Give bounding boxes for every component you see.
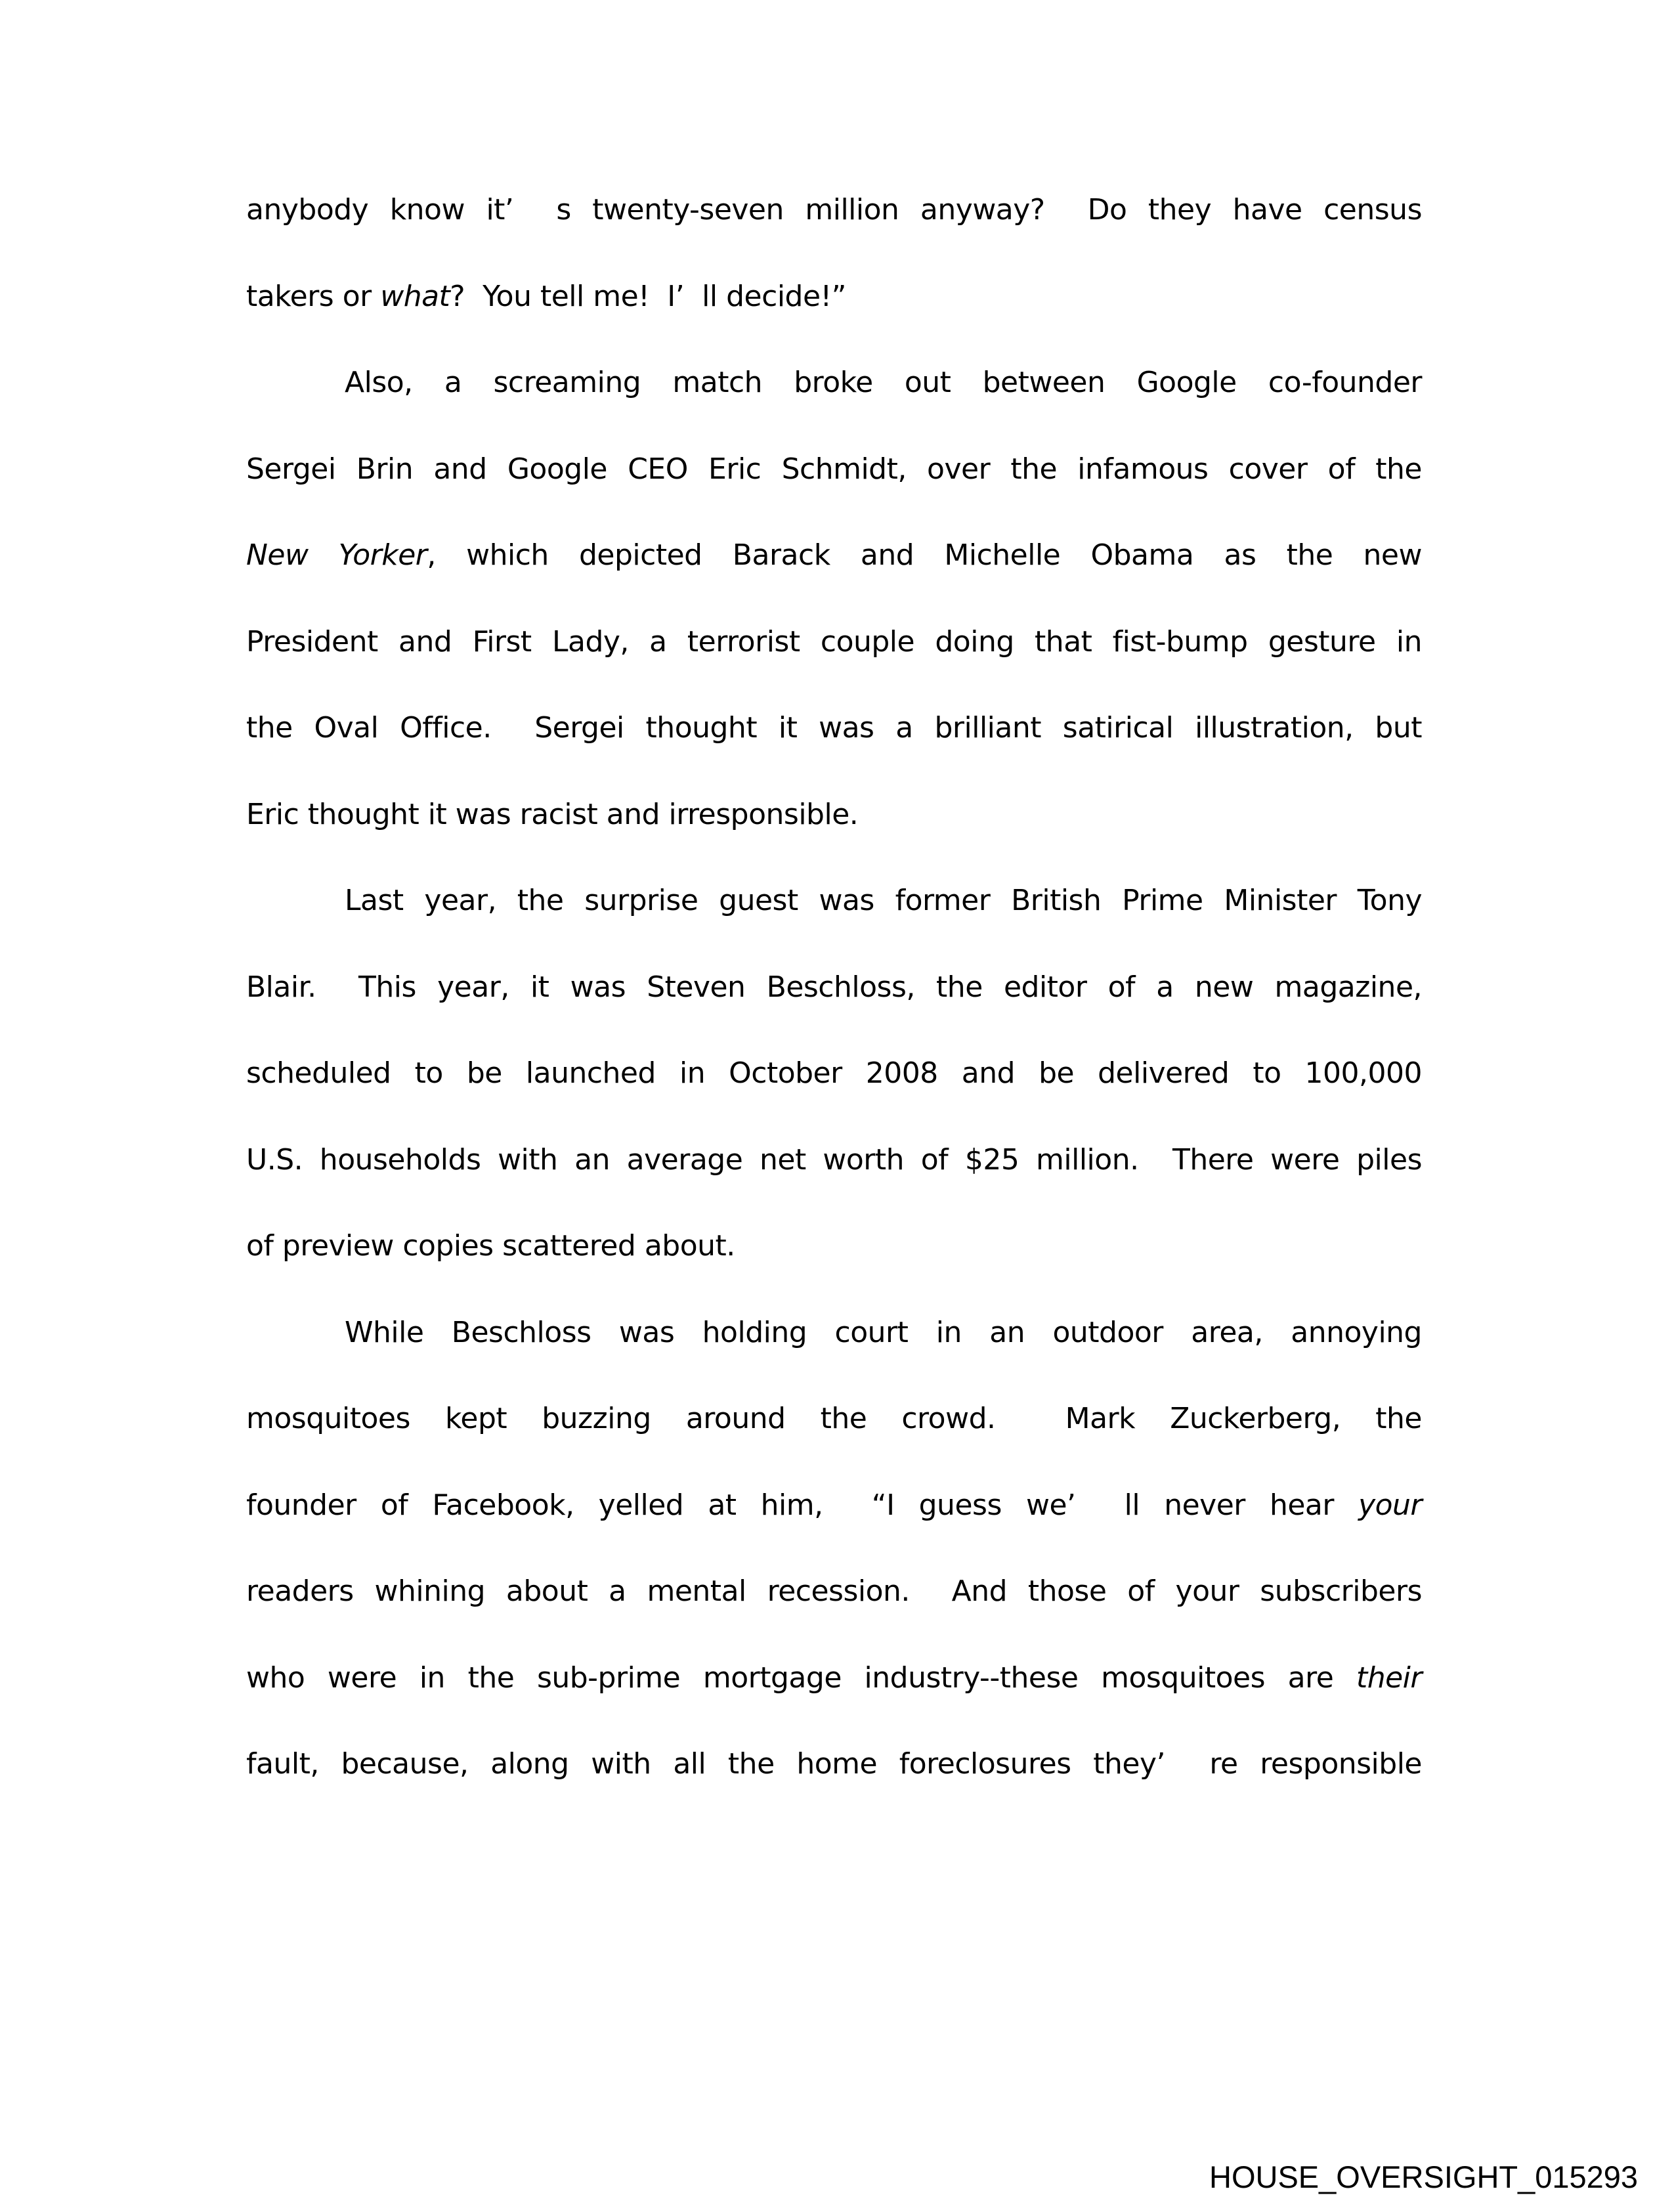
- text-run: anybody know it’ s twenty-seven million anyway? Do they have census: [246, 193, 1422, 227]
- text-run: readers whining about a mental recession. And those of your subscribers: [246, 1574, 1422, 1608]
- text-run: President and First Lady, a terrorist couple doing that fist-bump gesture in: [246, 624, 1422, 659]
- text-line: [246, 1203, 1422, 1290]
- text-line: [246, 1376, 1422, 1462]
- italic-text: your: [1358, 1488, 1422, 1522]
- text-run: mosquitoes kept buzzing around the crowd. Mark Zuckerberg, the: [246, 1402, 1422, 1435]
- text-run: Sergei Brin and Google CEO Eric Schmidt, over the infamous cover of the: [246, 452, 1422, 486]
- text-run: U.S. households with an average net worth of $25 million. There were piles: [246, 1142, 1422, 1177]
- text-run: Blair. This year, it was Steven Beschloss, the editor of a new magazine,: [246, 970, 1422, 1004]
- bates-stamp: HOUSE_OVERSIGHT_015293: [1209, 2159, 1639, 2194]
- text-run: Last year, the surprise guest was former British Prime Minister Tony: [345, 884, 1422, 917]
- text-run: ? You tell me! I’ ll decide!”: [450, 279, 846, 313]
- text-line: [246, 512, 1422, 599]
- text-line: [246, 1290, 1422, 1376]
- text-line: [246, 1721, 1422, 1808]
- paragraph: [246, 857, 1422, 1290]
- document-body: [246, 167, 1422, 1808]
- text-run: While Beschloss was holding court in an outdoor area, annoying: [345, 1315, 1422, 1349]
- text-line: [246, 1462, 1422, 1549]
- text-line: [246, 599, 1422, 685]
- italic-text: what: [380, 279, 450, 313]
- text-line: [246, 1548, 1422, 1635]
- text-run: the Oval Office. Sergei thought it was a brilliant satirical illustration, but: [246, 711, 1422, 745]
- text-run: fault, because, along with all the home foreclosures they’ re responsible: [246, 1747, 1422, 1781]
- text-run: founder of Facebook, yelled at him, “I guess we’ ll never hear: [246, 1488, 1359, 1522]
- italic-text: their: [1356, 1660, 1422, 1695]
- paragraph: [246, 167, 1422, 339]
- text-line: [246, 1117, 1422, 1204]
- text-line: [246, 857, 1422, 944]
- text-run: , which depicted Barack and Michelle Obama as the new: [427, 538, 1422, 572]
- text-run: Eric thought it was racist and irresponsible.: [246, 797, 859, 831]
- italic-text: New Yorker: [246, 538, 427, 572]
- text-line: [246, 944, 1422, 1031]
- paragraph: [246, 1290, 1422, 1808]
- text-line: [246, 771, 1422, 858]
- text-line: [246, 339, 1422, 426]
- text-line: [246, 685, 1422, 771]
- text-run: of preview copies scattered about.: [246, 1229, 735, 1263]
- text-line: [246, 167, 1422, 253]
- paragraph: [246, 339, 1422, 857]
- text-line: [246, 1635, 1422, 1722]
- text-run: takers or: [246, 279, 381, 313]
- text-line: [246, 426, 1422, 513]
- text-line: [246, 1030, 1422, 1117]
- text-run: who were in the sub-prime mortgage industry--these mosquitoes are: [246, 1660, 1356, 1695]
- text-run: scheduled to be launched in October 2008 and be delivered to 100,000: [246, 1056, 1422, 1090]
- text-line: [246, 253, 1422, 340]
- text-run: Also, a screaming match broke out between Google co-founder: [345, 366, 1422, 399]
